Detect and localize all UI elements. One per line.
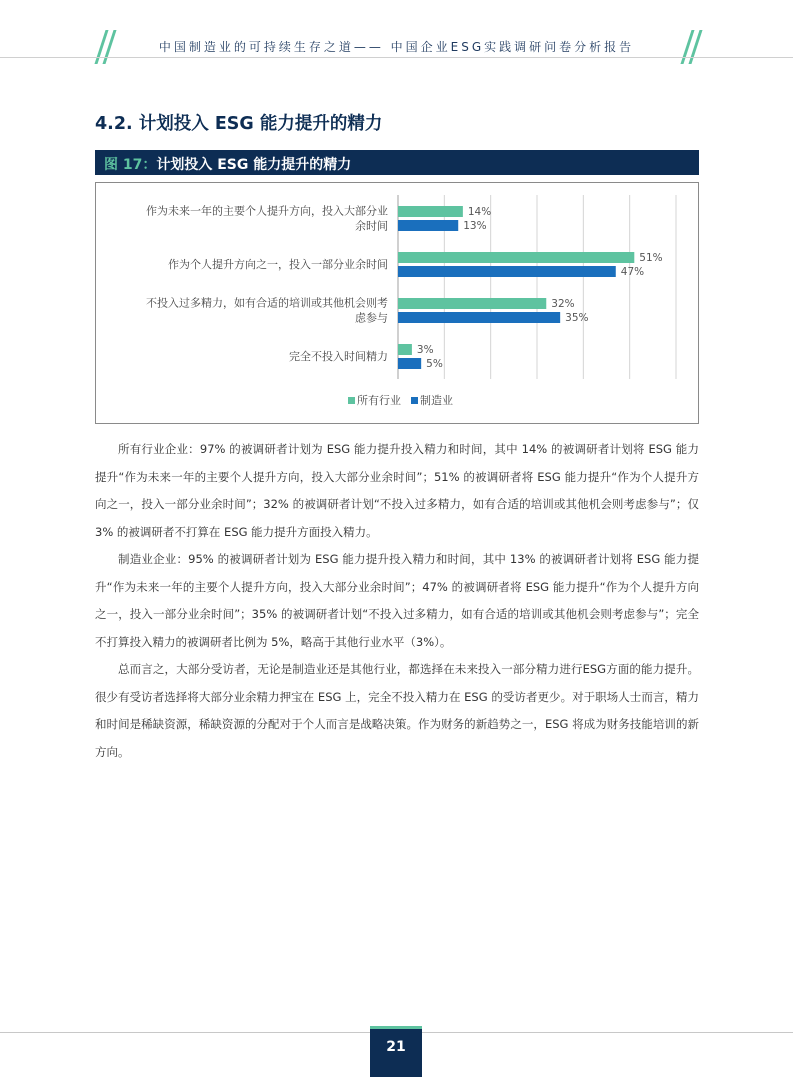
data-label: 51% xyxy=(639,252,663,264)
data-label: 13% xyxy=(463,220,487,232)
category-label: 虑参与 xyxy=(355,311,388,325)
data-label: 32% xyxy=(551,298,575,310)
data-label: 5% xyxy=(426,358,443,370)
data-label: 3% xyxy=(416,344,434,356)
bar-all-industries xyxy=(398,298,546,309)
page-number-accent xyxy=(370,1026,422,1029)
figure-title-bar xyxy=(95,150,699,175)
paragraph-summary: 总而言之，大部分受访者，无论是制造业还是其他行业，都选择在未来投入一部分精力进行ESG方面的能力提升。很少有受访者选择将大部分业余精力押宝在 ESG 上，完全不投入精力在 ESG 的受访者更少。对于职场人士而言，精力和时间是稀缺资源，稀缺资源的分配对于个人而言是战略决策。作为财务的新趋势之一，ESG 将成为财务技能培训的新方向。 xyxy=(95,662,699,759)
figure-label xyxy=(104,154,351,174)
figure-number: 图 17： xyxy=(104,157,157,173)
legend-swatch xyxy=(348,397,355,404)
legend-label: 制造业 xyxy=(420,394,453,407)
section-title: 4.2. 计划投入 ESG 能力提升的精力 xyxy=(95,114,383,134)
header-title: 中国制造业的可持续生存之道—— 中国企业ESG实践调研问卷分析报告 xyxy=(158,40,635,54)
category-label: 完全不投入时间精力 xyxy=(289,350,388,363)
category-label: 余时间 xyxy=(355,219,388,233)
data-label: 35% xyxy=(565,312,589,324)
legend-label: 所有行业 xyxy=(357,394,401,407)
page-number xyxy=(370,1026,422,1077)
bar-all-industries xyxy=(398,252,634,263)
header-divider xyxy=(0,57,793,58)
category-label: 不投入过多精力，如有合适的培训或其他机会则考 xyxy=(146,296,388,310)
figure-title: 计划投入 ESG 能力提升的精力 xyxy=(156,157,352,173)
bar-manufacturing xyxy=(398,312,560,323)
bar-chart xyxy=(96,183,698,423)
page-number-text: 21 xyxy=(386,1039,406,1055)
paragraph-all-industries: 所有行业企业：97% 的被调研者计划为 ESG 能力提升投入精力和时间，其中 14% 的被调研者计划将 ESG 能力提升“作为未来一年的主要个人提升方向，投入大部分业余时间”；51% 的被调研者将 ESG 能力提升“作为个人提升方向之一，投入一部分业余时间”；32% 的被调研者计划“不投入过多精力，如有合适的培训或其他机会则考虑参与”；仅 3% 的被调研者不打算在 ESG 能力提升方面投入精力。 xyxy=(95,442,699,539)
bar-manufacturing xyxy=(398,220,458,231)
bar-all-industries xyxy=(398,206,463,217)
data-label: 14% xyxy=(467,206,492,218)
body-text xyxy=(95,436,699,766)
bar-manufacturing xyxy=(398,266,616,277)
bar-manufacturing xyxy=(398,358,421,369)
bar-all-industries xyxy=(398,344,412,355)
category-label: 作为个人提升方向之一，投入一部分业余时间 xyxy=(168,258,388,271)
category-label: 作为未来一年的主要个人提升方向，投入大部分业 xyxy=(146,204,388,218)
chart-container xyxy=(95,182,699,424)
paragraph-manufacturing: 制造业企业：95% 的被调研者计划为 ESG 能力提升投入精力和时间，其中 13% 的被调研者计划将 ESG 能力提升“作为未来一年的主要个人提升方向，投入大部分业余时间”；47% 的被调研者将 ESG 能力提升“作为个人提升方向之一，投入一部分业余时间”；35% 的被调研者计划“不投入过多精力，如有合适的培训或其他机会则考虑参与”；完全不打算投入精力的被调研者比例为 5%，略高于其他行业水平（3%）。 xyxy=(95,552,699,649)
data-label: 47% xyxy=(620,266,645,278)
legend-swatch xyxy=(411,397,418,404)
